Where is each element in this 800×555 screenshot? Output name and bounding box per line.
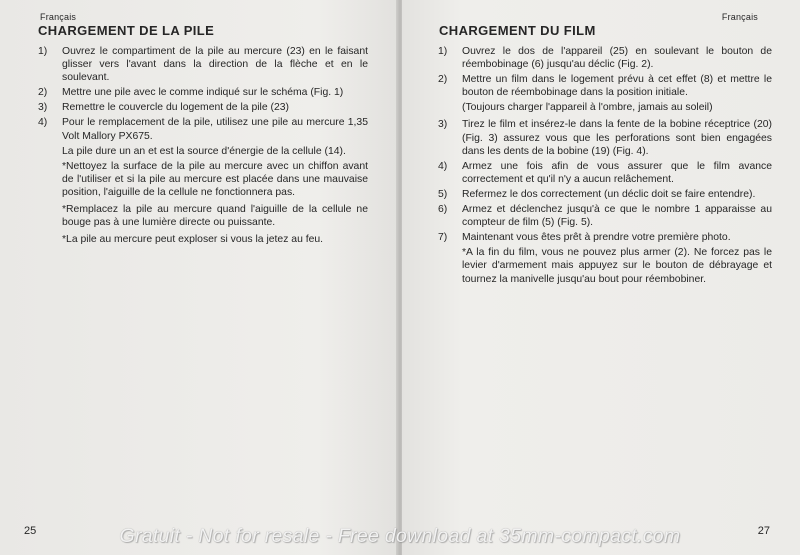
instruction-item [38, 101, 368, 114]
item-subparagraph: (Toujours charger l'appareil à l'ombre, jamais au soleil) [462, 102, 713, 114]
item-text: Armez une fois afin de vous assurer que le film avance correctement et qu'il n'y a aucun relâchement. [462, 160, 772, 185]
instructions-body [38, 45, 368, 252]
right-page [402, 0, 800, 555]
instruction-item [438, 73, 772, 116]
item-content [462, 73, 772, 116]
item-text: Maintenant vous êtes prêt à prendre votre première photo. [462, 232, 731, 244]
item-number: 4) [438, 160, 448, 172]
note: *La pile au mercure peut exploser si vous la jetez au feu. [62, 234, 324, 246]
item-number: 1) [438, 46, 448, 57]
item-text: Remettre le couvercle du logement de la pile (23) [62, 102, 289, 114]
item-number: 6) [438, 204, 448, 216]
language-label: Français [721, 12, 758, 22]
item-number: 5) [438, 188, 448, 200]
instruction-item [38, 86, 368, 99]
instruction-item [438, 188, 772, 201]
instruction-item [438, 160, 772, 186]
instruction-item [438, 203, 772, 229]
item-content [62, 116, 368, 250]
item-text: Mettre un film dans le logement prévu à cet effet (8) et mettre le bouton de réembobinage dans la position initiale. [462, 74, 772, 99]
language-label: Français [40, 12, 77, 22]
item-number: 3) [38, 102, 48, 114]
note: *Remplacez la pile au mercure quand l'aiguille de la cellule ne bouge pas à une lumière directe ou puissante. [62, 204, 368, 229]
item-number: 2) [438, 74, 448, 86]
item-text: Tirez le film et insérez-le dans la fente de la bobine réceptrice (20) (Fig. 3) assurez vous que les perforations sont bien engagées dans les dents de la bobine (19) (Fig. 4). [462, 119, 772, 157]
item-text: Mettre une pile avec le comme indiqué sur le schéma (Fig. 1) [62, 87, 344, 99]
item-number: 4) [38, 117, 48, 129]
item-number: 2) [38, 87, 48, 99]
instruction-item [38, 45, 368, 84]
watermark: Gratuit - Not for resale - Free download at 35mm-compact.com [119, 525, 681, 547]
left-page [0, 0, 398, 555]
section-title: CHARGEMENT DE LA PILE [38, 23, 215, 38]
item-text: Ouvrez le compartiment de la pile au mercure (23) en le faisant glisser vers l'avant dans la direction de la flèche et en le soulevant. [62, 46, 368, 84]
page-number: 25 [24, 525, 37, 537]
note: *A la fin du film, vous ne pouvez plus armer (2). Ne forcez pas le levier d'armement mais appuyez sur le bouton de débrayage et tournez la manivelle jusqu'au bout pour réembobiner. [462, 247, 772, 285]
instruction-item [438, 118, 772, 157]
item-text: Pour le remplacement de la pile, utilisez une pile au mercure 1,35 Volt Mallory PX675. [62, 117, 368, 142]
section-title: CHARGEMENT DU FILM [439, 23, 596, 38]
instructions-body [438, 45, 772, 292]
instruction-item [438, 45, 772, 71]
item-number: 1) [38, 46, 48, 57]
item-subparagraph: La pile dure un an et est la source d'énergie de la cellule (14). [62, 145, 346, 157]
item-number: 3) [438, 119, 448, 131]
instruction-item [38, 116, 368, 250]
item-text: Ouvrez le dos de l'appareil (25) en soulevant le bouton de réembobinage (6) jusqu'au déclic (Fig. 2). [462, 46, 772, 71]
item-text: Armez et déclenchez jusqu'à ce que le nombre 1 apparaisse au compteur de film (5) (Fig. 5). [462, 204, 772, 229]
instruction-item [438, 231, 772, 289]
note: *Nettoyez la surface de la pile au mercure avec un chiffon avant de l'utiliser et si la pile au mercure est placée dans une mauvaise position, l'aiguille de la cellule ne fonctionnera pas. [62, 160, 368, 198]
page-number: 27 [757, 525, 770, 537]
item-content [462, 231, 772, 289]
item-number: 7) [438, 232, 448, 244]
item-text: Refermez le dos correctement (un déclic doit se faire entendre). [462, 188, 756, 200]
